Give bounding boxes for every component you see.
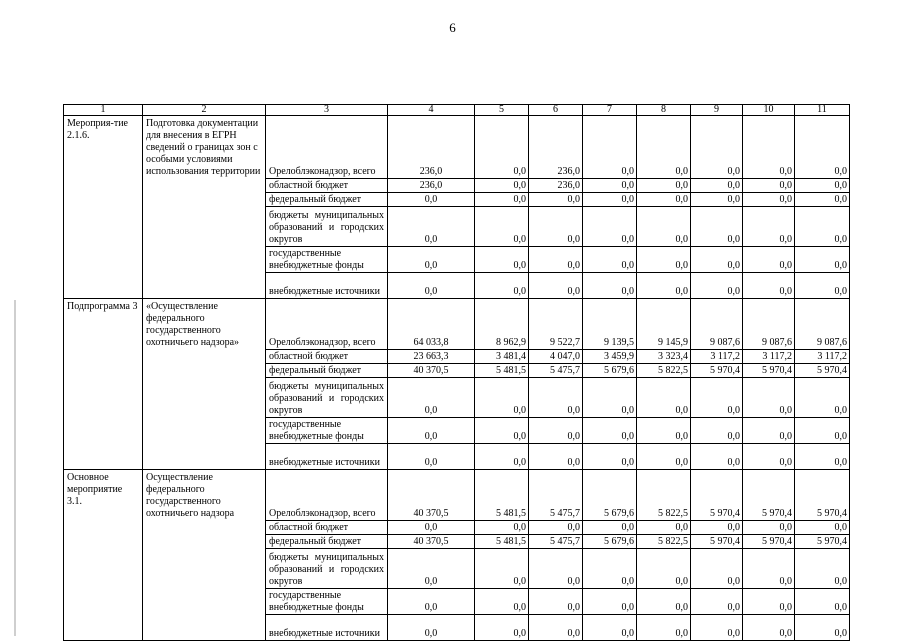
column-header-4: 4 xyxy=(388,105,475,116)
row-description xyxy=(143,272,266,299)
amount-cell: 0,0 xyxy=(529,614,583,641)
table-row xyxy=(64,470,850,521)
funding-source: Орелоблэконадзор, всего xyxy=(266,299,388,350)
amount-cell: 5 970,4 xyxy=(795,534,850,548)
amount-cell: 0,0 xyxy=(795,377,850,417)
amount-cell: 0,0 xyxy=(691,588,743,614)
amount-cell: 3 459,9 xyxy=(583,349,637,363)
funding-source: бюджеты муниципальных образований и городских округов xyxy=(266,548,388,588)
row-category-label: Основное мероприятие 3.1. xyxy=(64,470,143,521)
amount-cell: 5 822,5 xyxy=(637,534,691,548)
column-header-7: 7 xyxy=(583,105,637,116)
row-category-label xyxy=(64,548,143,588)
funding-source: Орелоблэконадзор, всего xyxy=(266,470,388,521)
amount-cell: 0,0 xyxy=(795,192,850,206)
amount-cell: 0,0 xyxy=(475,443,529,470)
amount-cell: 0,0 xyxy=(475,116,529,179)
row-category-label: Мероприя-тие 2.1.6. xyxy=(64,116,143,179)
amount-cell: 0,0 xyxy=(637,192,691,206)
column-header-6: 6 xyxy=(529,105,583,116)
column-header-11: 11 xyxy=(795,105,850,116)
amount-cell: 0,0 xyxy=(637,246,691,272)
amount-cell: 5 970,4 xyxy=(795,470,850,521)
row-category-label xyxy=(64,614,143,641)
row-description xyxy=(143,548,266,588)
column-header-9: 9 xyxy=(691,105,743,116)
row-description: Подготовка документации для внесения в ЕГРН сведений о границах зон с особыми условиями использования территории xyxy=(143,116,266,179)
amount-cell: 5 970,4 xyxy=(795,363,850,377)
amount-cell: 0,0 xyxy=(475,178,529,192)
amount-cell: 0,0 xyxy=(691,178,743,192)
table-row xyxy=(64,299,850,350)
row-description xyxy=(143,534,266,548)
amount-cell: 0,0 xyxy=(583,377,637,417)
amount-cell: 0,0 xyxy=(529,206,583,246)
amount-cell: 0,0 xyxy=(691,192,743,206)
amount-cell: 0,0 xyxy=(795,178,850,192)
row-description xyxy=(143,363,266,377)
amount-cell: 0,0 xyxy=(743,417,795,443)
amount-cell: 0,0 xyxy=(475,377,529,417)
row-category-label xyxy=(64,377,143,417)
amount-cell: 5 822,5 xyxy=(637,363,691,377)
row-category-label xyxy=(64,588,143,614)
column-header-2: 2 xyxy=(143,105,266,116)
table-row xyxy=(64,520,850,534)
funding-source: бюджеты муниципальных образований и городских округов xyxy=(266,206,388,246)
amount-cell: 0,0 xyxy=(637,178,691,192)
amount-cell: 236,0 xyxy=(529,178,583,192)
row-category-label xyxy=(64,417,143,443)
amount-cell: 0,0 xyxy=(583,192,637,206)
amount-cell: 0,0 xyxy=(691,377,743,417)
table-row xyxy=(64,588,850,614)
row-category-label xyxy=(64,206,143,246)
amount-cell: 3 117,2 xyxy=(743,349,795,363)
amount-cell: 0,0 xyxy=(475,614,529,641)
table-row xyxy=(64,272,850,299)
amount-cell: 0,0 xyxy=(795,548,850,588)
funding-source: федеральный бюджет xyxy=(266,363,388,377)
funding-source: внебюджетные источники xyxy=(266,614,388,641)
amount-cell: 0,0 xyxy=(637,588,691,614)
amount-cell: 0,0 xyxy=(743,588,795,614)
row-category-label xyxy=(64,192,143,206)
row-description: «Осуществление федерального государственного охотничьего надзора» xyxy=(143,299,266,350)
table-row xyxy=(64,116,850,179)
amount-cell: 9 087,6 xyxy=(743,299,795,350)
amount-cell: 3 117,2 xyxy=(691,349,743,363)
amount-cell: 0,0 xyxy=(637,417,691,443)
row-category-label xyxy=(64,534,143,548)
funding-source: государственные внебюджетные фонды xyxy=(266,417,388,443)
row-description: Осуществление федерального государственного охотничьего надзора xyxy=(143,470,266,521)
amount-cell: 0,0 xyxy=(691,614,743,641)
amount-cell: 0,0 xyxy=(583,246,637,272)
column-header-3: 3 xyxy=(266,105,388,116)
amount-cell: 40 370,5 xyxy=(388,470,475,521)
amount-cell: 9 145,9 xyxy=(637,299,691,350)
amount-cell: 5 970,4 xyxy=(743,470,795,521)
amount-cell: 0,0 xyxy=(388,417,475,443)
amount-cell: 0,0 xyxy=(388,520,475,534)
amount-cell: 0,0 xyxy=(388,614,475,641)
amount-cell: 0,0 xyxy=(583,614,637,641)
row-description xyxy=(143,614,266,641)
amount-cell: 0,0 xyxy=(583,520,637,534)
amount-cell: 0,0 xyxy=(743,614,795,641)
table-row xyxy=(64,192,850,206)
amount-cell: 0,0 xyxy=(743,443,795,470)
amount-cell: 5 679,6 xyxy=(583,363,637,377)
amount-cell: 0,0 xyxy=(795,614,850,641)
amount-cell: 0,0 xyxy=(637,443,691,470)
amount-cell: 0,0 xyxy=(583,548,637,588)
amount-cell: 0,0 xyxy=(475,272,529,299)
row-description xyxy=(143,443,266,470)
amount-cell: 0,0 xyxy=(795,520,850,534)
amount-cell: 5 970,4 xyxy=(691,363,743,377)
amount-cell: 0,0 xyxy=(743,246,795,272)
amount-cell: 0,0 xyxy=(637,548,691,588)
row-category-label xyxy=(64,246,143,272)
amount-cell: 0,0 xyxy=(529,192,583,206)
amount-cell: 0,0 xyxy=(388,443,475,470)
amount-cell: 0,0 xyxy=(637,272,691,299)
amount-cell: 0,0 xyxy=(388,588,475,614)
amount-cell: 9 522,7 xyxy=(529,299,583,350)
amount-cell: 0,0 xyxy=(743,520,795,534)
funding-source: бюджеты муниципальных образований и городских округов xyxy=(266,377,388,417)
row-description xyxy=(143,349,266,363)
row-description xyxy=(143,178,266,192)
amount-cell: 9 139,5 xyxy=(583,299,637,350)
amount-cell: 0,0 xyxy=(743,178,795,192)
amount-cell: 3 481,4 xyxy=(475,349,529,363)
amount-cell: 5 475,7 xyxy=(529,534,583,548)
amount-cell: 0,0 xyxy=(691,417,743,443)
amount-cell: 0,0 xyxy=(388,548,475,588)
amount-cell: 236,0 xyxy=(388,116,475,179)
amount-cell: 5 679,6 xyxy=(583,470,637,521)
funding-source: государственные внебюджетные фонды xyxy=(266,588,388,614)
funding-source: Орелоблэконадзор, всего xyxy=(266,116,388,179)
amount-cell: 236,0 xyxy=(388,178,475,192)
funding-source: федеральный бюджет xyxy=(266,192,388,206)
row-category-label: Подпрограмма 3 xyxy=(64,299,143,350)
amount-cell: 236,0 xyxy=(529,116,583,179)
page-number: 6 xyxy=(449,20,456,35)
amount-cell: 0,0 xyxy=(795,588,850,614)
amount-cell: 0,0 xyxy=(529,548,583,588)
amount-cell: 0,0 xyxy=(388,377,475,417)
amount-cell: 3 117,2 xyxy=(795,349,850,363)
amount-cell: 5 970,4 xyxy=(691,470,743,521)
amount-cell: 0,0 xyxy=(475,417,529,443)
amount-cell: 5 970,4 xyxy=(743,534,795,548)
amount-cell: 0,0 xyxy=(795,206,850,246)
amount-cell: 0,0 xyxy=(795,417,850,443)
amount-cell: 0,0 xyxy=(475,206,529,246)
row-category-label xyxy=(64,520,143,534)
amount-cell: 0,0 xyxy=(691,548,743,588)
amount-cell: 0,0 xyxy=(529,377,583,417)
amount-cell: 0,0 xyxy=(583,417,637,443)
budget-table xyxy=(63,104,850,641)
amount-cell: 0,0 xyxy=(529,588,583,614)
funding-source: внебюджетные источники xyxy=(266,443,388,470)
amount-cell: 0,0 xyxy=(475,192,529,206)
amount-cell: 0,0 xyxy=(691,520,743,534)
column-header-10: 10 xyxy=(743,105,795,116)
amount-cell: 0,0 xyxy=(583,116,637,179)
amount-cell: 5 481,5 xyxy=(475,363,529,377)
scan-edge-line xyxy=(14,300,16,636)
table-row xyxy=(64,206,850,246)
table-row xyxy=(64,363,850,377)
amount-cell: 0,0 xyxy=(637,206,691,246)
amount-cell: 5 481,5 xyxy=(475,470,529,521)
row-category-label xyxy=(64,349,143,363)
amount-cell: 5 970,4 xyxy=(743,363,795,377)
amount-cell: 0,0 xyxy=(388,246,475,272)
amount-cell: 0,0 xyxy=(691,272,743,299)
amount-cell: 0,0 xyxy=(743,206,795,246)
table-row xyxy=(64,614,850,641)
table-row xyxy=(64,349,850,363)
row-description xyxy=(143,246,266,272)
amount-cell: 4 047,0 xyxy=(529,349,583,363)
funding-source: областной бюджет xyxy=(266,349,388,363)
amount-cell: 0,0 xyxy=(583,206,637,246)
amount-cell: 0,0 xyxy=(743,192,795,206)
amount-cell: 40 370,5 xyxy=(388,363,475,377)
amount-cell: 5 475,7 xyxy=(529,363,583,377)
amount-cell: 5 475,7 xyxy=(529,470,583,521)
table-row xyxy=(64,246,850,272)
amount-cell: 0,0 xyxy=(475,520,529,534)
amount-cell: 5 970,4 xyxy=(691,534,743,548)
row-category-label xyxy=(64,178,143,192)
table-row xyxy=(64,377,850,417)
amount-cell: 0,0 xyxy=(637,377,691,417)
amount-cell: 9 087,6 xyxy=(795,299,850,350)
amount-cell: 23 663,3 xyxy=(388,349,475,363)
amount-cell: 9 087,6 xyxy=(691,299,743,350)
amount-cell: 0,0 xyxy=(583,178,637,192)
amount-cell: 0,0 xyxy=(388,192,475,206)
amount-cell: 0,0 xyxy=(529,443,583,470)
row-description xyxy=(143,377,266,417)
amount-cell: 0,0 xyxy=(583,588,637,614)
amount-cell: 0,0 xyxy=(583,272,637,299)
table-row xyxy=(64,417,850,443)
amount-cell: 40 370,5 xyxy=(388,534,475,548)
amount-cell: 5 481,5 xyxy=(475,534,529,548)
amount-cell: 8 962,9 xyxy=(475,299,529,350)
row-description xyxy=(143,588,266,614)
amount-cell: 64 033,8 xyxy=(388,299,475,350)
amount-cell: 0,0 xyxy=(637,614,691,641)
table-row xyxy=(64,443,850,470)
amount-cell: 0,0 xyxy=(637,520,691,534)
amount-cell: 0,0 xyxy=(743,377,795,417)
amount-cell: 0,0 xyxy=(529,417,583,443)
table-row xyxy=(64,534,850,548)
column-header-8: 8 xyxy=(637,105,691,116)
amount-cell: 0,0 xyxy=(743,272,795,299)
amount-cell: 0,0 xyxy=(795,116,850,179)
amount-cell: 0,0 xyxy=(691,246,743,272)
amount-cell: 5 679,6 xyxy=(583,534,637,548)
table-row xyxy=(64,178,850,192)
amount-cell: 0,0 xyxy=(388,206,475,246)
amount-cell: 0,0 xyxy=(637,116,691,179)
funding-source: государственные внебюджетные фонды xyxy=(266,246,388,272)
amount-cell: 0,0 xyxy=(475,588,529,614)
amount-cell: 0,0 xyxy=(691,206,743,246)
amount-cell: 0,0 xyxy=(691,443,743,470)
amount-cell: 0,0 xyxy=(388,272,475,299)
amount-cell: 0,0 xyxy=(795,443,850,470)
column-header-5: 5 xyxy=(475,105,529,116)
amount-cell: 0,0 xyxy=(529,272,583,299)
amount-cell: 0,0 xyxy=(475,548,529,588)
row-category-label xyxy=(64,443,143,470)
row-description xyxy=(143,192,266,206)
amount-cell: 0,0 xyxy=(583,443,637,470)
amount-cell: 0,0 xyxy=(795,246,850,272)
amount-cell: 5 822,5 xyxy=(637,470,691,521)
funding-source: областной бюджет xyxy=(266,520,388,534)
funding-source: областной бюджет xyxy=(266,178,388,192)
row-description xyxy=(143,520,266,534)
funding-source: внебюджетные источники xyxy=(266,272,388,299)
amount-cell: 0,0 xyxy=(743,548,795,588)
amount-cell: 0,0 xyxy=(691,116,743,179)
amount-cell: 0,0 xyxy=(743,116,795,179)
row-category-label xyxy=(64,272,143,299)
column-header-1: 1 xyxy=(64,105,143,116)
table-row xyxy=(64,548,850,588)
amount-cell: 3 323,4 xyxy=(637,349,691,363)
row-description xyxy=(143,206,266,246)
amount-cell: 0,0 xyxy=(529,246,583,272)
row-category-label xyxy=(64,363,143,377)
amount-cell: 0,0 xyxy=(475,246,529,272)
header-row xyxy=(64,105,850,116)
amount-cell: 0,0 xyxy=(795,272,850,299)
amount-cell: 0,0 xyxy=(529,520,583,534)
row-description xyxy=(143,417,266,443)
funding-source: федеральный бюджет xyxy=(266,534,388,548)
